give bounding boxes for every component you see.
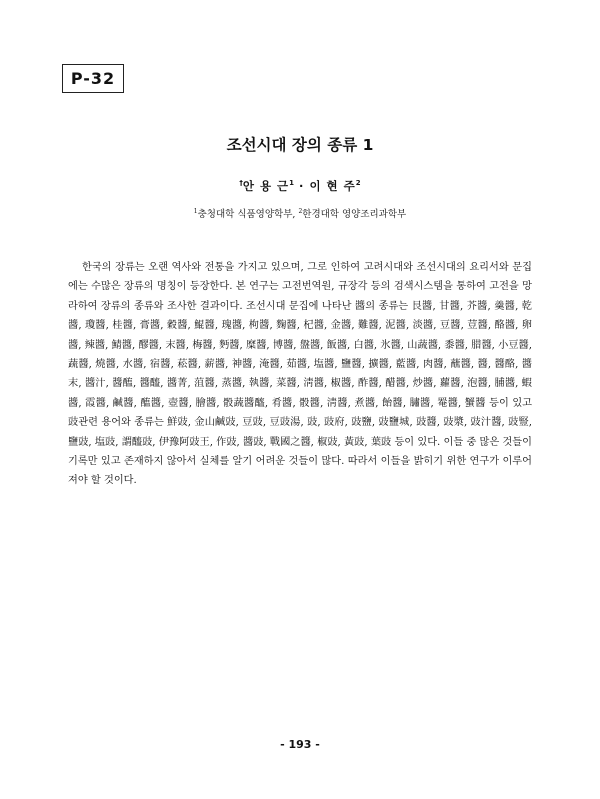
affiliation-sup: 1 [289, 179, 295, 188]
author-name: 안 용 근 [242, 179, 290, 193]
corresponding-mark: † [239, 179, 243, 188]
affiliation-text: 한경대학 영양조리과학부 [302, 209, 407, 220]
affiliation-sup: 1 [193, 207, 198, 215]
affiliation-line [0, 206, 600, 220]
affiliation-sup: 2 [298, 207, 303, 215]
affiliation-text: 충청대학 식품영양학부, [197, 209, 299, 220]
author-line [0, 178, 600, 194]
author-separator: · [294, 179, 310, 193]
page-number: - 193 - [280, 738, 320, 751]
paper-title: 조선시대 장의 종류 1 [226, 136, 374, 154]
abstract-body: 한국의 장류는 오랜 역사와 전통을 가지고 있으며, 그로 인하여 고려시대와 조선시대의 요리서와 문집에는 수많은 장류의 명칭이 등장한다. 본 연구는 고전번역원, 규장각 등의 검색시스템을 통하여 고전을 망라하여 장류의 종류와 조사한 결과이다. 조선시대 문집에 나타난 醬의 종류는 艮醬, 甘醬, 芥醬, 羹醬, 乾醬, 瓊醬, 桂醬, 膏醬, 穀醬, 鯤醬, 瑰醬, 枸醬, 麴醬, 杞醬, 金醬, 難醬, 泥醬, 淡醬, 豆醬, 荳醬, 酪醬, 卵醬, 辣醬, 鯖醬, 醪醬, 末醬, 梅醬, 麪醬, 糜醬, 博醬, 盤醬, 飯醬, 白醬, 氷醬, 山蔬醬, 黍醬, 腊醬, 小豆醬, 蔬醬, 燒醬, 水醬, 宿醬, 菘醬, 薪醬, 神醬, 淹醬, 茹醬, 塩醬, 鹽醬, 擴醬, 藍醬, 肉醬, 蘸醬, 醬, 醬酪, 醬末, 醬汁, 醬醢, 醬醯, 醬菁, 菹醬, 蒸醬, 執醬, 菜醬, 淸醬, 椒醬, 酢醬, 醋醬, 炒醬, 蘿醬, 泡醬, 脯醬, 蝦醬, 霞醬, 鹹醬, 醢醬, 壺醬, 膾醬, 骰蔬醬醯, 肴醬, 骰醬, 淸醬, 煮醬, 飴醬, 䐹醬, 罨醬, 蟹醬 등이 있고 豉관련 용어와 종류는 鮮豉, 金山鹹豉, 豆豉, 豆豉湯, 豉, 豉府, 豉鹽, 豉鹽城, 豉醬, 豉漿, 豉汁醬, 豉豎, 鹽豉, 塩豉, 謂醯豉, 伊豫阿豉王, 作豉, 醬豉, 戰國之醬, 椒豉, 黃豉, 葉豉 등이 있다. 이들 중 많은 것들이 기록만 있고 존재하지 않아서 실체를 알기 어려운 것들이 많다. 따라서 이들을 밝히기 위한 연구가 이루어져야 할 것이다. [68, 262, 532, 487]
poster-code-badge: P-32 [62, 64, 124, 93]
author-name: 이 현 주 [309, 179, 356, 193]
affiliation-sup: 2 [355, 179, 361, 188]
